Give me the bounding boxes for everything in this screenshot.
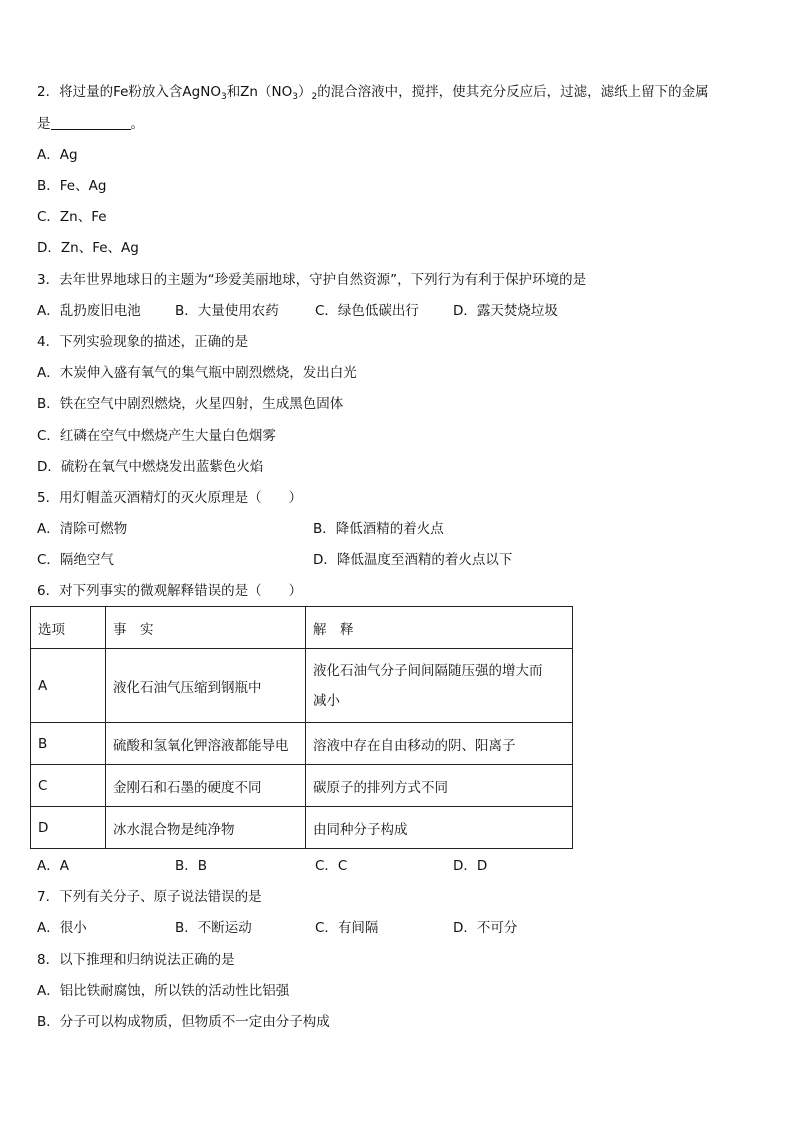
- q2-stem-line2: 是 。: [37, 116, 144, 132]
- q6-stem: 6．对下列事实的微观解释错误的是（ ）: [37, 583, 303, 599]
- q2-option-b: B．Fe、Ag: [37, 178, 107, 194]
- q7-stem: 7．下列有关分子、原子说法错误的是: [37, 889, 262, 905]
- q8-option-a: A．铝比铁耐腐蚀，所以铁的活动性比铝强: [37, 983, 290, 999]
- cell-option: B: [31, 723, 106, 765]
- q4-option-c: C．红磷在空气中燃烧产生大量白色烟雾: [37, 428, 276, 444]
- table-row: [31, 807, 573, 849]
- cell-option: A: [31, 649, 106, 723]
- header-explanation: 解 释: [306, 607, 573, 649]
- q5-stem: 5．用灯帽盖灭酒精灯的灭火原理是（ ）: [37, 490, 303, 506]
- cell-explanation: 溶液中存在自由移动的阴、阳离子: [306, 723, 573, 765]
- q4-option-a: A．木炭伸入盛有氧气的集气瓶中剧烈燃烧，发出白光: [37, 365, 357, 381]
- q6-option-a: A．A: [37, 858, 69, 874]
- q3-option-b: B．大量使用农药: [175, 303, 279, 319]
- q2-option-d: D．Zn、Fe、Ag: [37, 240, 139, 256]
- cell-explanation: 碳原子的排列方式不同: [306, 765, 573, 807]
- table-row: [31, 649, 573, 723]
- cell-fact: 硫酸和氢氧化钾溶液都能导电: [106, 723, 306, 765]
- table-header-row: [31, 607, 573, 649]
- q4-option-b: B．铁在空气中剧烈燃烧，火星四射，生成黑色固体: [37, 396, 344, 412]
- q5-option-a: A．清除可燃物: [37, 521, 128, 537]
- q6-option-c: C．C: [315, 858, 348, 874]
- cell-explanation: 由同种分子构成: [306, 807, 573, 849]
- q5-option-b: B．降低酒精的着火点: [313, 521, 444, 537]
- q3-option-d: D．露天焚烧垃圾: [453, 303, 558, 319]
- q4-option-d: D．硫粉在氧气中燃烧发出蓝紫色火焰: [37, 459, 264, 475]
- q5-option-c: C．隔绝空气: [37, 552, 114, 568]
- header-fact: 事 实: [106, 607, 306, 649]
- facts-table: [30, 606, 573, 849]
- q2-option-c: C．Zn、Fe: [37, 209, 107, 225]
- q3-option-c: C．绿色低碳出行: [315, 303, 419, 319]
- cell-fact: 冰水混合物是纯净物: [106, 807, 306, 849]
- cell-option: C: [31, 765, 106, 807]
- q2-option-a: A．Ag: [37, 147, 78, 163]
- cell-explanation: 液化石油气分子间间隔随压强的增大而 减小: [306, 649, 573, 723]
- q7-option-c: C．有间隔: [315, 920, 379, 936]
- table-row: [31, 723, 573, 765]
- q2-stem: 2．将过量的Fe粉放入含AgNO$_3$和$Zn(NO_3)_2$的混合溶液中，搅拌，使其充分反应后，过滤，滤纸上留下的金属: [37, 84, 709, 102]
- table-row: [31, 765, 573, 807]
- answer-blank: [51, 115, 131, 130]
- header-option: 选项: [31, 607, 106, 649]
- q8-stem: 8．以下推理和归纳说法正确的是: [37, 952, 235, 968]
- q4-stem: 4．下列实验现象的描述，正确的是: [37, 334, 249, 350]
- q7-option-d: D．不可分: [453, 920, 518, 936]
- q7-option-b: B．不断运动: [175, 920, 252, 936]
- cell-option: D: [31, 807, 106, 849]
- q3-stem: 3．去年世界地球日的主题为“珍爱美丽地球，守护自然资源”，下列行为有利于保护环境的是: [37, 272, 587, 288]
- q3-option-a: A．乱扔废旧电池: [37, 303, 141, 319]
- q8-option-b: B．分子可以构成物质，但物质不一定由分子构成: [37, 1014, 330, 1030]
- q6-option-d: D．D: [453, 858, 488, 874]
- cell-fact: 金刚石和石墨的硬度不同: [106, 765, 306, 807]
- q6-option-b: B．B: [175, 858, 208, 874]
- cell-fact: 液化石油气压缩到钢瓶中: [106, 649, 306, 723]
- q7-option-a: A．很小: [37, 920, 87, 936]
- q5-option-d: D．降低温度至酒精的着火点以下: [313, 552, 513, 568]
